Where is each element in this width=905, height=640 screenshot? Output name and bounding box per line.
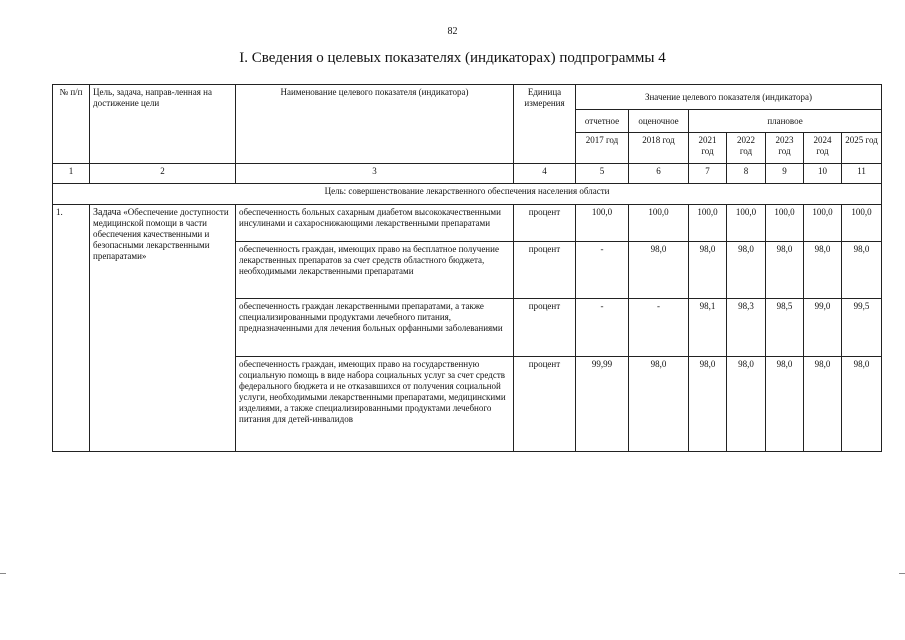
header-year-2018: 2018 год — [629, 133, 689, 164]
value-2017: 100,0 — [576, 205, 629, 242]
value-2024: 98,0 — [804, 357, 842, 452]
column-number: 3 — [236, 164, 514, 184]
indicator-name: обеспеченность граждан, имеющих право на бесплатное получение лекарственных препаратов за счет средств областного бюджета, необходимыми лекарственными препаратами — [236, 242, 514, 299]
header-year-2021: 2021 год — [689, 133, 727, 164]
header-unit: Единица измерения — [514, 85, 576, 164]
header-estimated: оценочное — [629, 110, 689, 133]
value-2023: 98,0 — [766, 357, 804, 452]
column-number: 1 — [53, 164, 90, 184]
indicator-name: обеспеченность граждан, имеющих право на государственную социальную помощь в виде набора социальных услуг за счет средств федерального бюджета и не отказавшихся от получения социальной услуги, необходимыми лекарственными препаратами, медицинскими изделиями, а также специализированными продуктами лечебного питания для детей-инвалидов — [236, 357, 514, 452]
header-reported: отчетное — [576, 110, 629, 133]
value-2023: 98,0 — [766, 242, 804, 299]
page-number: 82 — [447, 26, 458, 37]
header-goal-task: Цель, задача, направ-ленная на достижение цели — [90, 85, 236, 164]
value-2025: 100,0 — [842, 205, 882, 242]
value-2018: 98,0 — [629, 242, 689, 299]
indicators-table — [52, 84, 882, 452]
header-year-2023: 2023 год — [766, 133, 804, 164]
column-number: 7 — [689, 164, 727, 184]
indicator-name: обеспеченность больных сахарным диабетом высококачественными инсулинами и сахароснижающими лекарственными препаратами — [236, 205, 514, 242]
value-2024: 99,0 — [804, 299, 842, 357]
header-indicator-name: Наименование целевого показателя (индикатора) — [236, 85, 514, 164]
column-number: 6 — [629, 164, 689, 184]
table-row — [53, 205, 882, 242]
value-2022: 100,0 — [727, 205, 766, 242]
value-2017: - — [576, 242, 629, 299]
value-2018: 100,0 — [629, 205, 689, 242]
unit-cell: процент — [514, 205, 576, 242]
header-planned: плановое — [689, 110, 882, 133]
value-2022: 98,0 — [727, 242, 766, 299]
header-year-2024: 2024 год — [804, 133, 842, 164]
value-2018: - — [629, 299, 689, 357]
column-number: 11 — [842, 164, 882, 184]
value-2022: 98,0 — [727, 357, 766, 452]
value-2023: 98,5 — [766, 299, 804, 357]
header-row-1 — [53, 85, 882, 110]
column-number: 8 — [727, 164, 766, 184]
scan-edge-mark-right — [899, 573, 905, 574]
value-2021: 98,1 — [689, 299, 727, 357]
value-2024: 98,0 — [804, 242, 842, 299]
task-num: 1. — [53, 205, 90, 452]
value-2021: 98,0 — [689, 357, 727, 452]
header-year-2022: 2022 год — [727, 133, 766, 164]
value-2017: - — [576, 299, 629, 357]
value-2021: 98,0 — [689, 242, 727, 299]
column-number: 4 — [514, 164, 576, 184]
page-title: I. Сведения о целевых показателях (индикаторах) подпрограммы 4 — [239, 50, 666, 66]
value-2025: 99,5 — [842, 299, 882, 357]
column-number-row — [53, 164, 882, 184]
value-2018: 98,0 — [629, 357, 689, 452]
scan-edge-mark-left — [0, 573, 6, 574]
column-number: 9 — [766, 164, 804, 184]
unit-cell: процент — [514, 242, 576, 299]
column-number: 5 — [576, 164, 629, 184]
value-2022: 98,3 — [727, 299, 766, 357]
goal-row — [53, 184, 882, 205]
column-number: 2 — [90, 164, 236, 184]
value-2025: 98,0 — [842, 242, 882, 299]
header-num: № п/п — [53, 85, 90, 164]
value-2025: 98,0 — [842, 357, 882, 452]
header-year-2017: 2017 год — [576, 133, 629, 164]
goal-text: Цель: совершенствование лекарственного обеспечения населения области — [53, 184, 882, 205]
header-value-group: Значение целевого показателя (индикатора) — [576, 85, 882, 110]
unit-cell: процент — [514, 357, 576, 452]
unit-cell: процент — [514, 299, 576, 357]
task-cell — [90, 205, 236, 452]
header-year-2025: 2025 год — [842, 133, 882, 164]
task-text: «Обеспечение доступности медицинской помощи в части обеспечения качественными и безопасными лекарственными препаратами» — [93, 207, 229, 261]
value-2024: 100,0 — [804, 205, 842, 242]
value-2021: 100,0 — [689, 205, 727, 242]
task-lead: Задача — [93, 207, 122, 218]
value-2023: 100,0 — [766, 205, 804, 242]
indicator-name: обеспеченность граждан лекарственными препаратами, а также специализированными продуктами лечебного питания, предназначенными для лечения больных орфанными заболеваниями — [236, 299, 514, 357]
column-number: 10 — [804, 164, 842, 184]
value-2017: 99,99 — [576, 357, 629, 452]
